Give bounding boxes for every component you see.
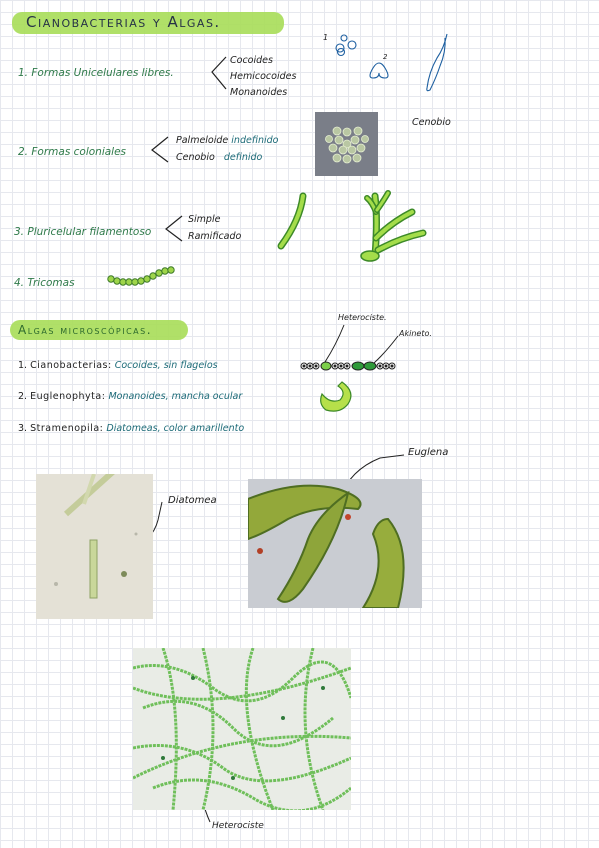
form-1-num: 1.	[18, 67, 29, 79]
diatomea-label: Diatomea	[168, 495, 217, 506]
form-3-label: Pluricelular filamentoso	[27, 226, 152, 238]
type-ramificado: Ramificado	[188, 231, 242, 242]
form-4-num: 4.	[14, 277, 25, 289]
type-palmeloide-note: indefinido	[231, 135, 279, 146]
filaments-photo	[133, 648, 351, 810]
section2-title: Algas microscópicas.	[18, 323, 153, 337]
form-2-label: Formas coloniales	[31, 146, 127, 158]
alga-1-name: Cianobacterias:	[30, 360, 112, 371]
alga-2-desc: Monanoides, mancha ocular	[108, 391, 243, 402]
akineto-label: Akineto.	[399, 329, 432, 338]
alga-3-desc: Diatomeas, color amarillento	[106, 423, 245, 434]
alga-2-num: 2.	[18, 391, 28, 402]
euglena-cells-drawing	[248, 479, 422, 608]
form-2-num: 2.	[18, 146, 29, 158]
type-monanoides: Monanoides	[230, 87, 288, 98]
alga-3-num: 3.	[18, 423, 28, 434]
heterociste-bottom-label: Heterociste	[212, 821, 264, 831]
form-4-label: Tricomas	[27, 277, 75, 289]
alga-2-name: Euglenophyta:	[30, 391, 106, 402]
heterociste-label: Heterociste.	[338, 313, 387, 322]
diatomea-photo	[36, 474, 153, 619]
alga-1-desc: Cocoides, sin flagelos	[114, 360, 218, 371]
type-cenobio-note: definido	[223, 152, 263, 163]
euglena-photo	[248, 479, 422, 608]
cenobio-label: Cenobio	[412, 117, 451, 128]
form-1-label: Formas Unicelulares libres.	[31, 67, 174, 79]
cell-number-2: 2	[383, 53, 388, 61]
type-hemicocoides: Hemicocoides	[230, 71, 297, 82]
alga-1-num: 1.	[18, 360, 28, 371]
page-title: Cianobacterias y Algas.	[26, 13, 221, 31]
filaments-drawing	[133, 648, 351, 810]
alga-3-name: Stramenopila:	[30, 423, 104, 434]
form-3-num: 3.	[14, 226, 25, 238]
cell-number-1: 1	[323, 33, 329, 42]
diatom-drawing	[36, 474, 153, 619]
type-palmeloide: Palmeloide	[176, 135, 229, 146]
type-simple: Simple	[188, 214, 221, 225]
type-cenobio: Cenobio	[176, 152, 215, 163]
euglena-label: Euglena	[408, 447, 449, 458]
type-cocoides: Cocoides	[230, 55, 273, 66]
